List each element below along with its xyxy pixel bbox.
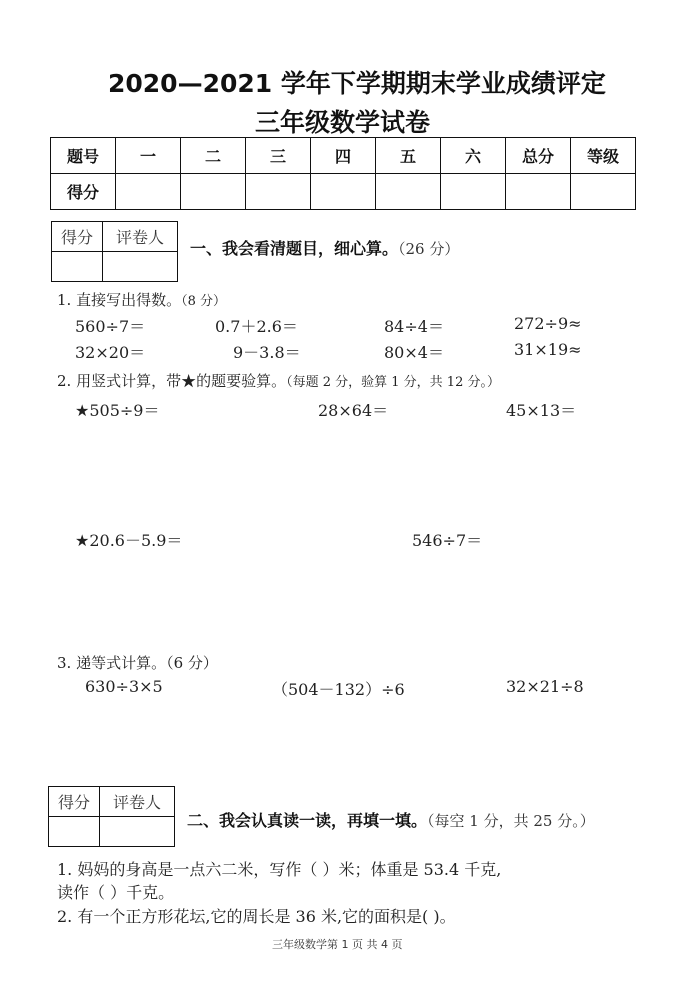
grader-score-label: 得分 [49, 787, 100, 817]
score-table-score-row [51, 174, 636, 210]
q1-expr: 272÷9≈ [514, 314, 582, 333]
score-cell[interactable] [246, 174, 311, 210]
grader-box-section2 [48, 786, 175, 847]
q2-title: 2. 用竖式计算，带★的题要验算。 [57, 372, 287, 390]
grader-score-label: 得分 [52, 222, 103, 252]
q1-expr: 0.7＋2.6＝ [215, 317, 298, 336]
score-cell[interactable] [311, 174, 376, 210]
q2-expr: 28×64＝ [318, 401, 389, 420]
q3-expr: 630÷3×5 [85, 677, 163, 696]
header-cell-5: 五 [376, 138, 441, 174]
score-row-label: 得分 [51, 174, 116, 210]
q2-expr-starred: ★505÷9＝ [75, 401, 160, 420]
q3-expr: （504－132）÷6 [272, 680, 405, 699]
q1-expr: 560÷7＝ [75, 317, 146, 336]
header-cell-grade: 等级 [571, 138, 636, 174]
q1-expr: 31×19≈ [514, 340, 582, 359]
q3-expr: 32×21÷8 [506, 677, 584, 696]
header-cell-3: 三 [246, 138, 311, 174]
grader-name-cell[interactable] [100, 817, 175, 847]
header-cell-question-no: 题号 [51, 138, 116, 174]
grader-box-section1 [51, 221, 178, 282]
grader-name-label: 评卷人 [100, 787, 175, 817]
section1-heading [190, 236, 459, 259]
header-cell-6: 六 [441, 138, 506, 174]
section2-title: 二、我会认真读一读，再填一填。 [187, 811, 428, 830]
q2-expr-starred: ★20.6－5.9＝ [75, 531, 183, 550]
q2-expr: 546÷7＝ [412, 531, 483, 550]
header-cell-2: 二 [181, 138, 246, 174]
header-cell-total: 总分 [506, 138, 571, 174]
section2-heading [187, 808, 595, 831]
exam-title: 2020—2021 学年下学期期末学业成绩评定 [108, 69, 606, 98]
score-cell[interactable] [506, 174, 571, 210]
section1-points: （26 分） [398, 240, 460, 258]
score-cell[interactable] [376, 174, 441, 210]
grader-score-cell[interactable] [49, 817, 100, 847]
score-table-header-row [51, 138, 636, 174]
grader-name-cell[interactable] [103, 252, 178, 282]
header-cell-1: 一 [116, 138, 181, 174]
q1-expr: 32×20＝ [75, 343, 146, 362]
q1-expr: 80×4＝ [384, 343, 444, 362]
q3-heading [57, 652, 218, 673]
score-cell[interactable] [181, 174, 246, 210]
grader-name-label: 评卷人 [103, 222, 178, 252]
q2-heading [57, 370, 500, 391]
s2-q2: 2. 有一个正方形花坛,它的周长是 36 米,它的面积是( )。 [57, 907, 456, 926]
score-table [50, 137, 636, 210]
q1-expr: 84÷4＝ [384, 317, 444, 336]
q2-expr: 45×13＝ [506, 401, 577, 420]
header-cell-4: 四 [311, 138, 376, 174]
s2-q1-line2: 读作（ ）千克。 [57, 883, 175, 902]
q2-points: （每题 2 分，验算 1 分，共 12 分。） [286, 375, 500, 390]
q1-heading [57, 289, 226, 310]
section1-title: 一、我会看清题目，细心算。 [190, 239, 399, 258]
section2-points: （每空 1 分，共 25 分。） [427, 812, 595, 830]
q3-title: 3. 递等式计算。 [57, 654, 167, 672]
exam-subtitle: 三年级数学试卷 [255, 108, 431, 137]
score-cell[interactable] [571, 174, 636, 210]
q1-title: 1. 直接写出得数。 [57, 291, 182, 309]
score-cell[interactable] [441, 174, 506, 210]
q1-expr: 9－3.8＝ [233, 343, 301, 362]
grader-score-cell[interactable] [52, 252, 103, 282]
score-cell[interactable] [116, 174, 181, 210]
page-footer: 三年级数学第 1 页 共 4 页 [272, 938, 403, 951]
s2-q1-line1: 1. 妈妈的身高是一点六二米，写作（ ）米；体重是 53.4 千克, [57, 860, 502, 879]
q3-points: （6 分） [166, 654, 218, 672]
q1-points: （8 分） [181, 294, 226, 309]
